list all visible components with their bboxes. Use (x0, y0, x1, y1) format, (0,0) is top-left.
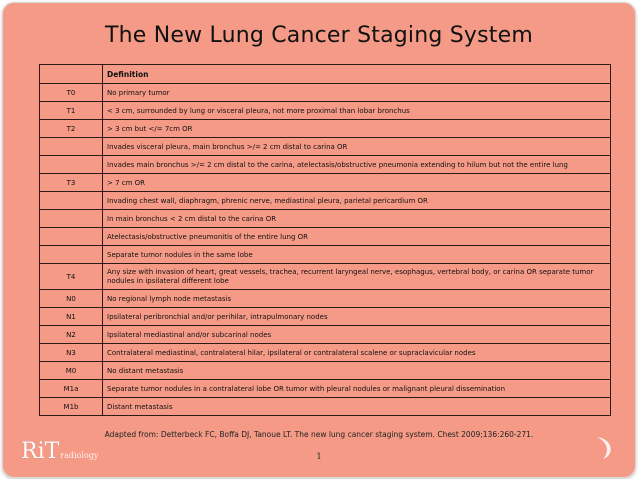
staging-table (39, 64, 611, 416)
table-row (40, 344, 611, 362)
stage-definition: > 7 cm OR (103, 174, 611, 192)
table-row (40, 264, 611, 290)
stage-code: M1b (40, 398, 103, 416)
table-row (40, 174, 611, 192)
stage-code: M1a (40, 380, 103, 398)
table-row (40, 290, 611, 308)
stage-definition: No regional lymph node metastasis (103, 290, 611, 308)
table-row (40, 228, 611, 246)
table-header-row (40, 65, 611, 84)
stage-definition: Atelectasis/obstructive pneumonitis of the entire lung OR (103, 228, 611, 246)
table-row (40, 138, 611, 156)
rit-radiology-logo (21, 439, 98, 464)
stage-code: N0 (40, 290, 103, 308)
stage-definition: Invades main bronchus >/= 2 cm distal to the carina, atelectasis/obstructive pneumonia extending to hilum but not the entire lung (103, 156, 611, 174)
stage-definition: Distant metastasis (103, 398, 611, 416)
stage-code: T4 (40, 264, 103, 290)
stage-definition: In main bronchus < 2 cm distal to the carina OR (103, 210, 611, 228)
stage-code: N3 (40, 344, 103, 362)
table-row (40, 102, 611, 120)
page-number: 1 (316, 452, 322, 461)
stage-definition: No primary tumor (103, 84, 611, 102)
table-row (40, 308, 611, 326)
table-row (40, 156, 611, 174)
stage-code: T0 (40, 84, 103, 102)
stage-definition-text: Any size with invasion of heart, great vessels, trachea, recurrent laryngeal nerve, esophagus, vertebral body, or carina OR separate tumor nodules in ipsilateral different lobe (107, 267, 594, 285)
stage-definition: Invading chest wall, diaphragm, phrenic nerve, mediastinal pleura, parietal pericardium OR (103, 192, 611, 210)
stage-definition: Ipsilateral peribronchial and/or perihilar, intrapulmonary nodes (103, 308, 611, 326)
stage-code: N1 (40, 308, 103, 326)
slide-title: The New Lung Cancer Staging System (105, 23, 533, 48)
stage-code: M0 (40, 362, 103, 380)
logo-mark: RiT (21, 439, 60, 464)
stage-definition: No distant metastasis (103, 362, 611, 380)
table-row (40, 120, 611, 138)
slide (2, 2, 636, 478)
stage-definition: Separate tumor nodules in the same lobe (103, 246, 611, 264)
stage-code (40, 156, 103, 174)
decorative-swoosh-icon (591, 433, 619, 463)
stage-code: T3 (40, 174, 103, 192)
stage-code (40, 228, 103, 246)
table-row (40, 84, 611, 102)
table-row (40, 362, 611, 380)
table-row (40, 398, 611, 416)
stage-code (40, 210, 103, 228)
stage-code (40, 192, 103, 210)
stage-definition: < 3 cm, surrounded by lung or visceral pleura, not more proximal than lobar bronchus (103, 102, 611, 120)
stage-code (40, 138, 103, 156)
stage-definition: > 3 cm but </= 7cm OR (103, 120, 611, 138)
logo-wordmark: radiology (60, 451, 99, 460)
stage-code (40, 246, 103, 264)
header-definition-cell: Definition (103, 65, 611, 84)
header-code-cell (40, 65, 103, 84)
stage-definition: Contralateral mediastinal, contralateral hilar, ipsilateral or contralateral scalene or supraclavicular nodes (103, 344, 611, 362)
table-row (40, 326, 611, 344)
table-row (40, 192, 611, 210)
stage-definition: Separate tumor nodules in a contralateral lobe OR tumor with pleural nodules or malignant pleural dissemination (103, 380, 611, 398)
table-row (40, 210, 611, 228)
stage-definition: Ipsilateral mediastinal and/or subcarinal nodes (103, 326, 611, 344)
stage-code: T1 (40, 102, 103, 120)
stage-code: N2 (40, 326, 103, 344)
table-row (40, 380, 611, 398)
table-row (40, 246, 611, 264)
stage-definition (103, 264, 611, 290)
stage-definition: Invades visceral pleura, main bronchus >/= 2 cm distal to carina OR (103, 138, 611, 156)
citation-text: Adapted from: Detterbeck FC, Boffa DJ, Tanoue LT. The new lung cancer staging system. Chest 2009;136:260-271. (104, 430, 534, 439)
stage-code: T2 (40, 120, 103, 138)
